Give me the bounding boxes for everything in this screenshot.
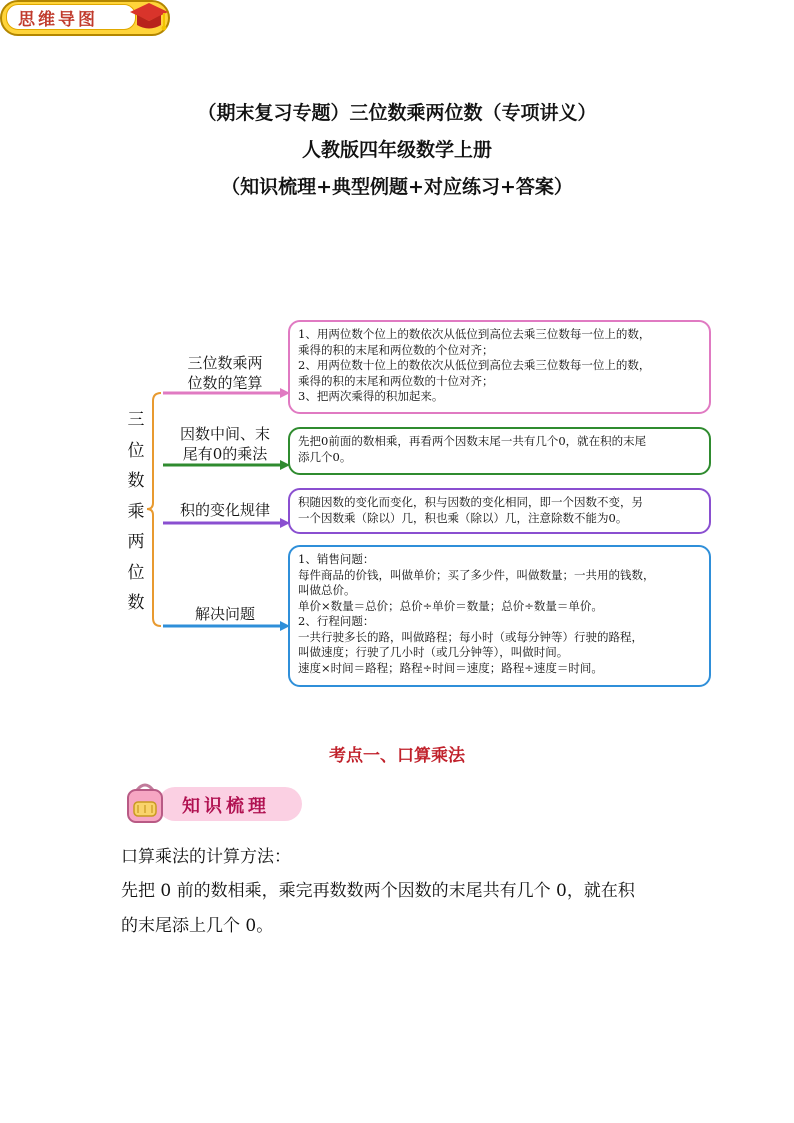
knowledge-badge xyxy=(158,787,302,821)
content-line-1: 先把 0 前的数相乘，乘完再数数两个因数的末尾共有几个 0，就在积 xyxy=(121,881,635,901)
knowledge-badge-label: 知识梳理 xyxy=(182,796,270,817)
document-contents-note: （知识梳理+典型例题+对应练习+答案） xyxy=(221,176,573,198)
branch-box-1: 1、用两位数个位上的数依次从低位到高位去乘三位数每一位上的数， 乘得的积的末尾和两位数的个位对齐； 2、用两位数十位上的数依次从低位到高位去乘三位数每一位上的数， 乘得的积的末尾和两位数的十位对齐； 3、把两次乘得的积加起来。 xyxy=(288,320,711,414)
branch-label-2: 因数中间、末 尾有0的乘法 xyxy=(179,425,270,463)
mind-map-root: 三 位 数 乘 两 位 数 xyxy=(127,410,145,613)
branch-label-1: 三位数乘两 位数的笔算 xyxy=(187,354,263,392)
document-title: （期末复习专题）三位数乘两位数（专项讲义） xyxy=(197,102,597,124)
school-bag-icon xyxy=(122,780,168,826)
mind-map-brace xyxy=(147,393,161,626)
content-heading: 口算乘法的计算方法： xyxy=(121,847,291,867)
content-line-2: 的末尾添上几个 0。 xyxy=(121,916,274,936)
section-title: 考点一、口算乘法 xyxy=(329,746,465,766)
branch-label-3: 积的变化规律 xyxy=(179,501,270,519)
branch-box-3: 积随因数的变化而变化，积与因数的变化相同，即一个因数不变，另 一个因数乘（除以）几，积也乘（除以）几，注意除数不能为0。 xyxy=(288,488,711,534)
branch-label-4: 解决问题 xyxy=(194,605,255,623)
branch-box-2: 先把0前面的数相乘，再看两个因数末尾一共有几个0，就在积的末尾 添几个0。 xyxy=(288,427,711,475)
document-subtitle: 人教版四年级数学上册 xyxy=(301,139,492,161)
mind-map-badge-label: 思维导图 xyxy=(18,10,98,30)
branch-box-4: 1、销售问题： 每件商品的价钱，叫做单价；买了多少件，叫做数量；一共用的钱数， 叫做总价。 单价×数量＝总价；总价÷单价＝数量；总价÷数量＝单价。 2、行程问题： 一共行驶多长的路，叫做路程；每小时（或每分钟等）行驶的路程， 叫做速度；行驶了几小时（或几分钟等），叫做时间。 速度×时间＝路程；路程÷时间＝速度；路程÷速度＝时间。 xyxy=(288,545,711,687)
